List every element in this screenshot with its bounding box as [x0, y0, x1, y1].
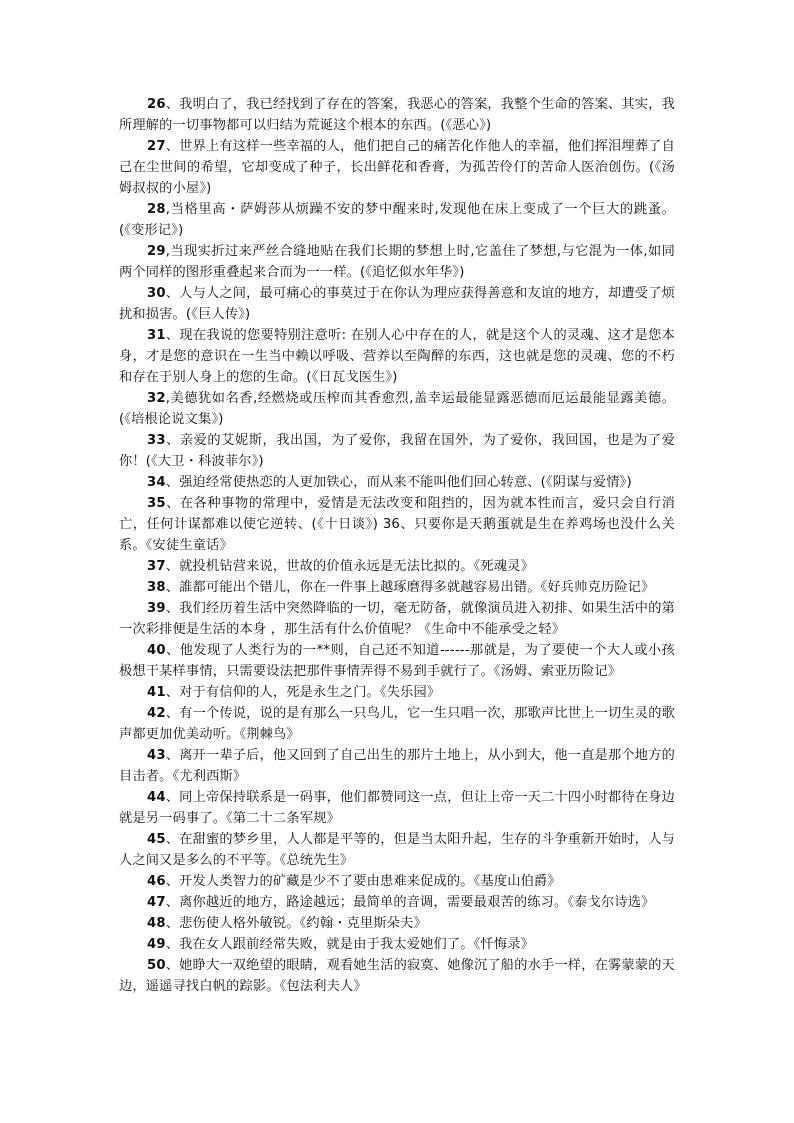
quote-text: 、他发现了人类行为的一**则，自己还不知道------那就是，为了要使一个大人或小孩极想干某样事情，只需要设法把那件事情弄得不易到手就行了。《汤姆、索亚历险记》 — [119, 643, 675, 679]
quote-text: 、我在女人跟前经常失败，就是由于我太爱她们了。《忏悔录》 — [165, 937, 535, 952]
quote-text: ,当现实折过来严丝合缝地贴在我们长期的梦想上时,它盖住了梦想,与它混为一体,如同两个同样的图形重叠起来合而为一一样。(《追忆似水年华》) — [119, 244, 675, 280]
quote-text: 、誰都可能出个错儿，你在一件事上越琢磨得多就越容易出错。《好兵帅克历险记》 — [165, 580, 655, 595]
quote-number: 37 — [147, 559, 166, 574]
quote-number: 45 — [147, 832, 166, 847]
quote-paragraph — [119, 787, 675, 829]
quote-number: 44 — [147, 790, 166, 805]
quote-paragraph — [119, 94, 675, 136]
quote-number: 46 — [147, 874, 166, 889]
quote-text: 、世界上有这样一些幸福的人，他们把自己的痛苦化作他人的幸福，他们挥泪埋葬了自己在尘世间的希望，它却变成了种子，长出鲜花和香膏，为孤苦伶仃的苦命人医治创伤。(《汤姆叔叔的小屋》) — [119, 139, 675, 196]
quote-number: 38 — [147, 580, 166, 595]
quote-paragraph — [119, 892, 675, 913]
quote-number: 48 — [147, 916, 166, 931]
quote-text: ,当格里高・萨姆莎从烦躁不安的梦中醒来时,发现他在床上变成了一个巨大的跳蚤。(《变形记》) — [119, 202, 675, 238]
quote-number: 33 — [147, 433, 166, 448]
quote-number: 34 — [147, 475, 166, 490]
quote-text: 、开发人类智力的矿藏是少不了要由患难来促成的。《基度山伯爵》 — [165, 874, 561, 889]
quote-text: 、强迫经常使热恋的人更加铁心，而从来不能叫他们回心转意、(《阴谋与爱情》) — [165, 475, 632, 490]
quote-paragraph — [119, 955, 675, 997]
quote-paragraph — [119, 745, 675, 787]
quote-number: 50 — [147, 958, 166, 973]
quote-paragraph — [119, 556, 675, 577]
document-body — [119, 94, 675, 997]
quote-text: 、现在我说的您要特别注意听: 在别人心中存在的人，就是这个人的灵魂、这才是您本身，才是您的意识在一生当中赖以呼吸、营养以至陶醉的东西，这也就是您的灵魂、您的不朽和存在于别人身上的您的生命。(《日瓦戈医生》) — [119, 328, 675, 385]
quote-number: 32 — [147, 391, 166, 406]
quote-number: 28 — [147, 202, 166, 217]
quote-text: 、悲伤使人格外敏锐。《约翰・克里斯朵夫》 — [165, 916, 427, 931]
quote-paragraph — [119, 913, 675, 934]
quote-text: 、有一个传说，说的是有那么一只鸟儿，它一生只唱一次，那歌声比世上一切生灵的歌声都更加优美动听。《荆棘鸟》 — [119, 706, 675, 742]
quote-number: 35 — [147, 496, 166, 511]
quote-number: 29 — [147, 244, 166, 259]
quote-number: 49 — [147, 937, 166, 952]
quote-paragraph — [119, 199, 675, 241]
quote-number: 41 — [147, 685, 166, 700]
quote-paragraph — [119, 325, 675, 388]
quote-paragraph — [119, 283, 675, 325]
quote-paragraph — [119, 640, 675, 682]
quote-number: 40 — [147, 643, 166, 658]
quote-paragraph — [119, 136, 675, 199]
quote-paragraph — [119, 241, 675, 283]
quote-paragraph — [119, 934, 675, 955]
quote-number: 47 — [147, 895, 166, 910]
quote-text: ,美德犹如名香,经燃烧或压榨而其香愈烈,盖幸运最能显露恶德而厄运最能显露美德。(《培根论说文集》) — [119, 391, 675, 427]
quote-paragraph — [119, 388, 675, 430]
quote-text: 、我们经历着生活中突然降临的一切，毫无防备，就像演员进入初排、如果生活中的第一次彩排便是生活的本身 ，那生活有什么价值呢？《生命中不能承受之轻》 — [119, 601, 675, 637]
quote-number: 43 — [147, 748, 166, 763]
quote-text: 、离开一辈子后，他又回到了自己出生的那片土地上，从小到大，他一直是那个地方的目击者。《尤利西斯》 — [119, 748, 675, 784]
quote-paragraph — [119, 871, 675, 892]
quote-paragraph — [119, 829, 675, 871]
quote-text: 、人与人之间，最可痛心的事莫过于在你认为理应获得善意和友谊的地方，却遭受了烦扰和损害。(《巨人传》) — [119, 286, 675, 322]
quote-number: 30 — [147, 286, 166, 301]
quote-paragraph — [119, 577, 675, 598]
quote-number: 26 — [147, 97, 166, 112]
quote-paragraph — [119, 493, 675, 556]
quote-paragraph — [119, 703, 675, 745]
quote-text: 、她睁大一双绝望的眼睛，观看她生活的寂寞、她像沉了船的水手一样，在雾蒙蒙的天边，遥遥寻找白帆的踪影。《包法利夫人》 — [119, 958, 675, 994]
quote-paragraph — [119, 472, 675, 493]
quote-number: 42 — [147, 706, 166, 721]
quote-number: 27 — [147, 139, 166, 154]
quote-text: 、同上帝保持联系是一码事，他们都赞同这一点，但让上帝一天二十四小时都待在身边就是另一码事了。《第二十二条军规》 — [119, 790, 675, 826]
quote-text: 、在各种事物的常理中，爱情是无法改变和阻挡的，因为就本性而言，爱只会自行消亡，任何计谋都难以使它逆转、(《十日谈》) 36、只要你是天鹅蛋就是生在养鸡场也没什么关系。《安徒生童话》 — [119, 496, 675, 553]
quote-paragraph — [119, 598, 675, 640]
quote-text: 、亲爱的艾妮斯，我出国，为了爱你，我留在国外，为了爱你，我回国，也是为了爱你！(《大卫・科波菲尔》) — [119, 433, 675, 469]
quote-text: 、离你越近的地方，路途越远；最简单的音调，需要最艰苦的练习。《泰戈尔诗选》 — [165, 895, 655, 910]
quote-text: 、对于有信仰的人，死是永生之门。《失乐园》 — [165, 685, 441, 700]
quote-number: 31 — [147, 328, 166, 343]
quote-text: 、就投机钻营来说，世故的价值永远是无法比拟的。《死魂灵》 — [165, 559, 535, 574]
quote-text: 、我明白了，我已经找到了存在的答案，我恶心的答案，我整个生命的答案、其实，我所理解的一切事物都可以归结为荒诞这个根本的东西。(《恶心》) — [119, 97, 675, 133]
quote-text: 、在甜蜜的梦乡里，人人都是平等的，但是当太阳升起，生存的斗争重新开始时，人与人之间又是多么的不平等。《总统先生》 — [119, 832, 675, 868]
quote-number: 39 — [147, 601, 166, 616]
quote-paragraph — [119, 682, 675, 703]
quote-paragraph — [119, 430, 675, 472]
